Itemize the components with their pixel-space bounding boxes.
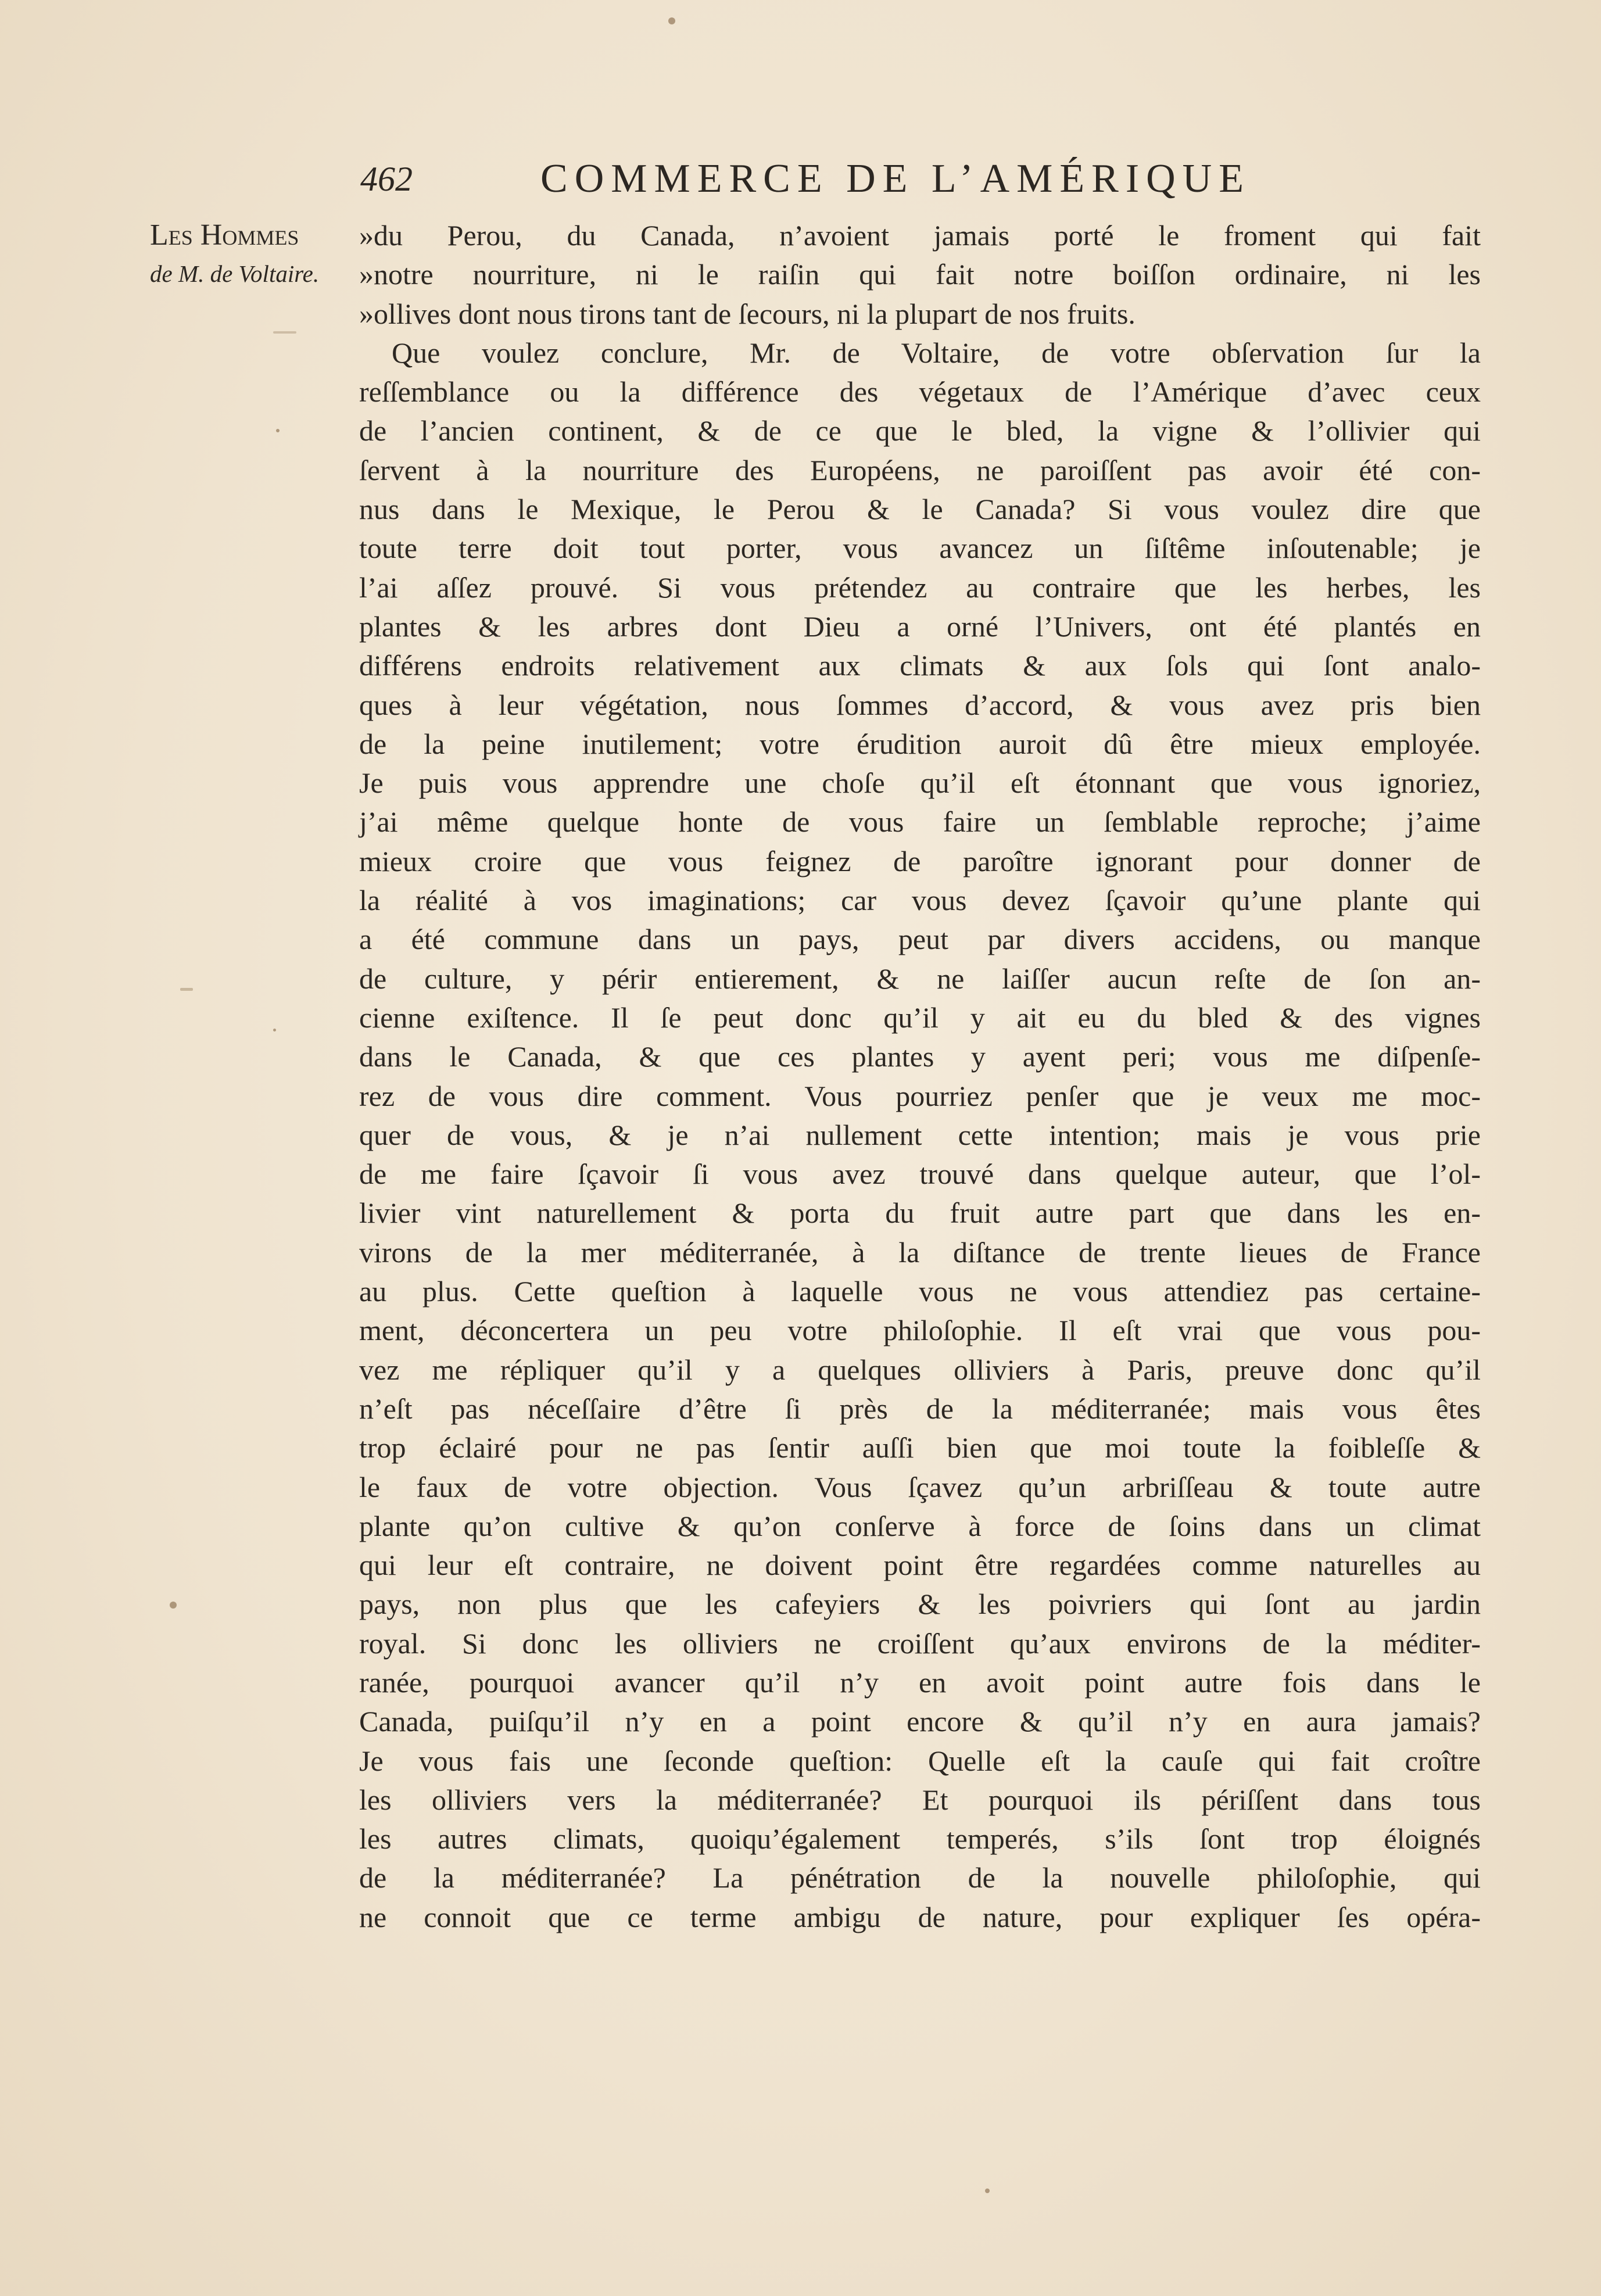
- ink-speck: [276, 429, 280, 432]
- text-line: royal. Si donc les olliviers ne croiſſent qu’aux environs de la méditer-: [359, 1627, 1481, 1660]
- text-line: ranée, pourquoi avancer qu’il n’y en avoit point autre fois dans le: [359, 1665, 1481, 1699]
- text-line: Je puis vous apprendre une choſe qu’il eſt étonnant que vous ignoriez,: [359, 766, 1481, 800]
- text-line: »du Perou, du Canada, n’avoient jamais porté le froment qui fait: [359, 219, 1481, 252]
- ink-speck: [985, 2188, 990, 2193]
- text-line: vez me répliquer qu’il y a quelques olliviers à Paris, preuve donc qu’il: [359, 1353, 1481, 1386]
- text-line: au plus. Cette queſtion à laquelle vous ne vous attendiez pas certaine-: [359, 1275, 1481, 1308]
- ink-speck: [170, 1602, 177, 1609]
- running-title: COMMERCE DE L’AMÉRIQUE: [540, 156, 1251, 201]
- text-line: de culture, y périr entierement, & ne laiſſer aucun reſte de ſon an-: [359, 962, 1481, 995]
- text-line: ques à leur végétation, nous ſommes d’accord, & vous avez pris bien: [359, 688, 1481, 721]
- text-line: »notre nourriture, ni le raiſin qui fait notre boiſſon ordinaire, ni les: [359, 258, 1481, 291]
- body-text: [359, 216, 1481, 1937]
- text-line: rez de vous dire comment. Vous pourriez penſer que je veux me moc-: [359, 1079, 1481, 1112]
- text-line: quer de vous, & je n’ai nullement cette intention; mais je vous prie: [359, 1118, 1481, 1151]
- text-line: trop éclairé pour ne pas ſentir auſſi bien que moi toute la foibleſſe &: [359, 1431, 1481, 1464]
- text-line: la réalité à vos imaginations; car vous devez ſçavoir qu’une plante qui: [359, 884, 1481, 917]
- text-line: de la méditerranée? La pénétration de la nouvelle philoſophie, qui: [359, 1861, 1481, 1894]
- page-number: 462: [360, 160, 413, 198]
- marginal-note-title: Les Hommes: [150, 219, 299, 252]
- text-line: »ollives dont nous tirons tant de ſecours, ni la plupart de nos fruits.: [359, 297, 1136, 330]
- text-line: les olliviers vers la méditerranée? Et pourquoi ils périſſent dans tous: [359, 1783, 1481, 1816]
- text-line: le faux de votre objection. Vous ſçavez qu’un arbriſſeau & toute autre: [359, 1470, 1481, 1503]
- text-line: livier vint naturellement & porta du fruit autre part que dans les en-: [359, 1197, 1481, 1230]
- marginal-note-subtitle: de M. de Voltaire.: [150, 260, 320, 287]
- text-line: plante qu’on cultive & qu’on conſerve à force de ſoins dans un climat: [359, 1509, 1481, 1542]
- ink-speck: [180, 988, 193, 991]
- text-line: plantes & les arbres dont Dieu a orné l’Univers, ont été plantés en: [359, 610, 1481, 643]
- text-line: l’ai aſſez prouvé. Si vous prétendez au contraire que les herbes, les: [359, 571, 1481, 604]
- text-line: de la peine inutilement; votre érudition auroit dû être mieux employée.: [359, 727, 1481, 760]
- text-line: n’eſt pas néceſſaire d’être ſi près de la méditerranée; mais vous êtes: [359, 1392, 1481, 1425]
- text-line: nus dans le Mexique, le Perou & le Canada? Si vous voulez dire que: [359, 493, 1481, 526]
- text-line: virons de la mer méditerranée, à la diſtance de trente lieues de France: [359, 1235, 1481, 1269]
- text-line: différens endroits relativement aux climats & aux ſols qui ſont analo-: [359, 649, 1481, 682]
- text-line: j’ai même quelque honte de vous faire un ſemblable reproche; j’aime: [359, 805, 1481, 839]
- text-line: ſervent à la nourriture des Européens, ne paroiſſent pas avoir été con-: [359, 453, 1481, 486]
- page-header: [360, 156, 1337, 202]
- text-line: ment, déconcertera un peu votre philoſophie. Il eſt vrai que vous pou-: [359, 1314, 1481, 1347]
- text-line: Je vous fais une ſeconde queſtion: Quelle eſt la cauſe qui fait croître: [359, 1744, 1481, 1777]
- paragraph-start-line: Que voulez conclure, Mr. de Voltaire, de votre obſervation ſur la: [392, 336, 1481, 369]
- ink-speck: [273, 331, 296, 334]
- text-line: ne connoit que ce terme ambigu de nature, pour expliquer ſes opéra-: [359, 1900, 1481, 1933]
- marginal-note: [150, 216, 359, 293]
- text-line: de me faire ſçavoir ſi vous avez trouvé dans quelque auteur, que l’ol-: [359, 1158, 1481, 1191]
- text-line: les autres climats, quoiqu’également temperés, s’ils ſont trop éloignés: [359, 1822, 1481, 1856]
- text-line: a été commune dans un pays, peut par divers accidens, ou manque: [359, 923, 1481, 956]
- text-line: Canada, puiſqu’il n’y en a point encore & qu’il n’y en aura jamais?: [359, 1705, 1481, 1738]
- ink-speck: [273, 1029, 276, 1031]
- ink-speck: [668, 17, 675, 24]
- text-line: reſſemblance ou la différence des végetaux de l’Amérique d’avec ceux: [359, 375, 1481, 409]
- text-line: cienne exiſtence. Il ſe peut donc qu’il y ait eu du bled & des vignes: [359, 1001, 1481, 1034]
- text-line: qui leur eſt contraire, ne doivent point être regardées comme naturelles au: [359, 1549, 1481, 1582]
- text-line: toute terre doit tout porter, vous avancez un ſiſtême inſoutenable; je: [359, 532, 1481, 565]
- text-line: pays, non plus que les cafeyiers & les poivriers qui ſont au jardin: [359, 1588, 1481, 1621]
- text-line: de l’ancien continent, & de ce que le bled, la vigne & l’ollivier qui: [359, 414, 1481, 447]
- text-line: dans le Canada, & que ces plantes y ayent peri; vous me diſpenſe-: [359, 1040, 1481, 1073]
- text-line: mieux croire que vous feignez de paroître ignorant pour donner de: [359, 844, 1481, 877]
